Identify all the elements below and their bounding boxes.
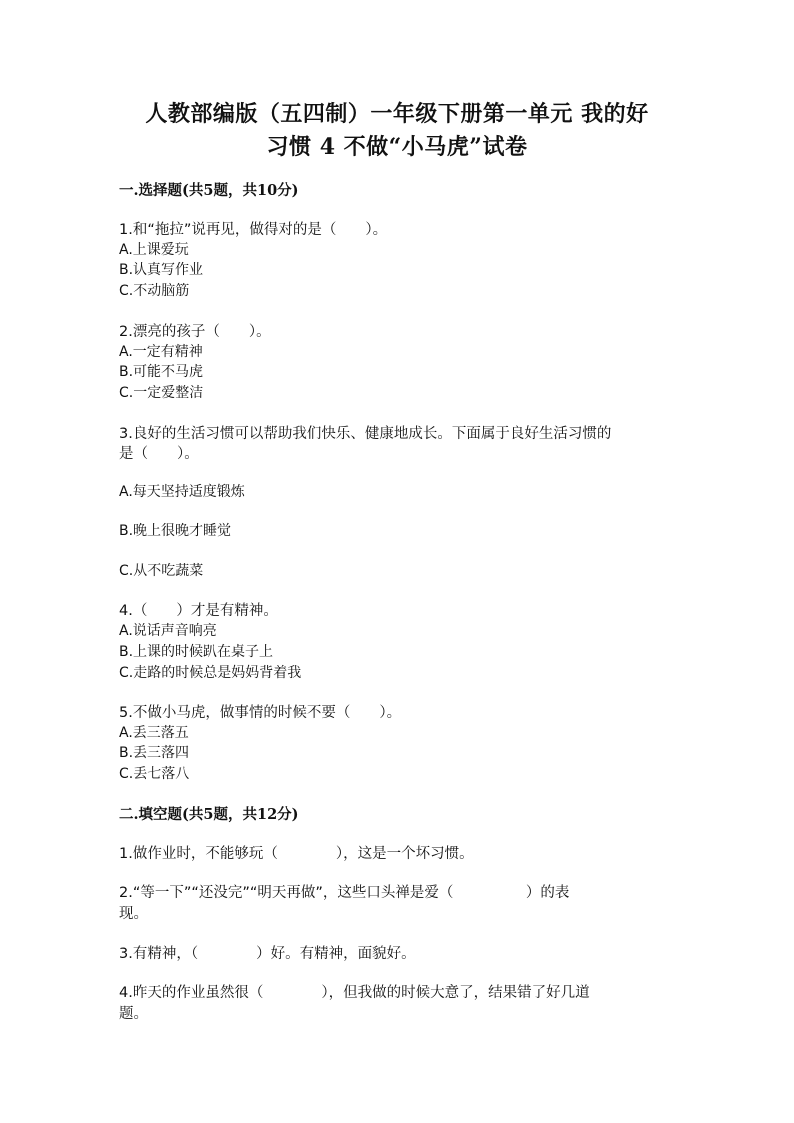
answer-option: A.每天坚持适度锻炼 <box>119 484 245 500</box>
answer-option: C.不动脑筋 <box>119 283 190 299</box>
section-heading-fill-blank: 二.填空题(共5题，共12分) <box>119 806 299 823</box>
document-title-line-2: 习惯 4 不做“小马虎”试卷 <box>266 134 528 160</box>
answer-option: B.认真写作业 <box>119 262 204 278</box>
question-stem: 5.不做小马虎，做事情的时候不要（ ）。 <box>119 705 402 721</box>
question-stem: 3.良好的生活习惯可以帮助我们快乐、健康地成长。下面属于良好生活习惯的 <box>119 426 612 442</box>
answer-option: C.一定爱整洁 <box>119 385 204 401</box>
document-title-line-1: 人教部编版（五四制）一年级下册第一单元 我的好 <box>145 101 649 127</box>
fill-blank-question: 1.做作业时，不能够玩（ ），这是一个坏习惯。 <box>119 846 474 862</box>
fill-blank-question: 4.昨天的作业虽然很（ ），但我做的时候大意了，结果错了好几道 <box>119 985 590 1001</box>
answer-option: B.晚上很晚才睡觉 <box>119 523 232 539</box>
answer-option: C.走路的时候总是妈妈背着我 <box>119 665 302 681</box>
question-stem-continued: 是（ ）。 <box>119 446 199 462</box>
fill-blank-question-continued: 题。 <box>119 1006 148 1022</box>
answer-option: C.从不吃蔬菜 <box>119 563 204 579</box>
section-heading-choice: 一.选择题(共5题，共10分) <box>119 182 299 199</box>
answer-option: A.说话声音响亮 <box>119 623 217 639</box>
answer-option: B.上课的时候趴在桌子上 <box>119 644 274 660</box>
answer-option: A.上课爱玩 <box>119 242 189 258</box>
fill-blank-question: 3.有精神，（ ）好。有精神，面貌好。 <box>119 946 416 962</box>
answer-option: B.可能不马虎 <box>119 364 204 380</box>
question-stem: 4.（ ）才是有精神。 <box>119 603 278 619</box>
answer-option: A.丢三落五 <box>119 725 189 741</box>
fill-blank-question: 2.“等一下”“还没完”“明天再做”，这些口头禅是爱（ ）的表 <box>119 885 570 901</box>
answer-option: A.一定有精神 <box>119 344 203 360</box>
answer-option: B.丢三落四 <box>119 745 190 761</box>
fill-blank-question-continued: 现。 <box>119 906 148 922</box>
question-stem: 2.漂亮的孩子（ ）。 <box>119 324 271 340</box>
answer-option: C.丢七落八 <box>119 766 190 782</box>
question-stem: 1.和“拖拉”说再见，做得对的是（ ）。 <box>119 222 388 238</box>
